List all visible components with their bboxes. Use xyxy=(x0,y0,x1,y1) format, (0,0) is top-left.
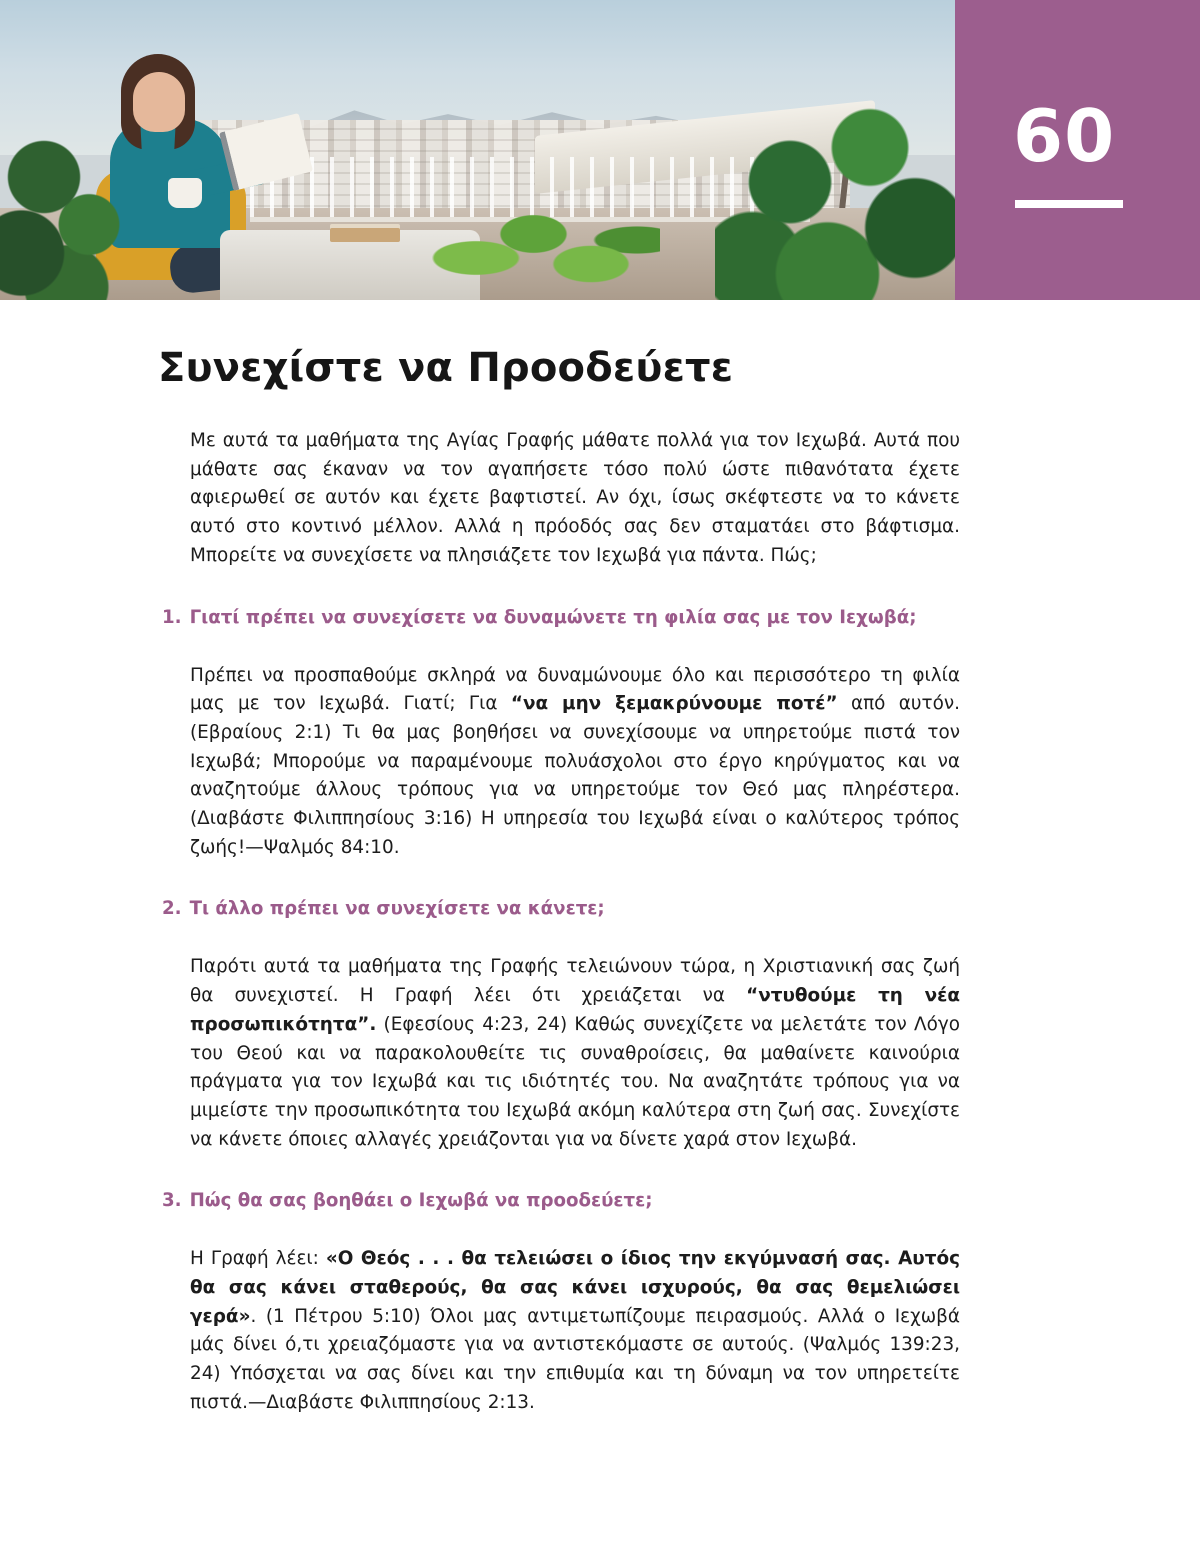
answer-paragraph-2 xyxy=(190,953,960,1154)
answer-run-bold: “ντυθούμε τη νέα προσωπικότητα”. xyxy=(190,985,960,1035)
coffee-mug-shape xyxy=(168,178,202,208)
foreground-leaves-shape xyxy=(430,186,660,300)
article-body xyxy=(0,300,1200,1418)
section-question-1 xyxy=(162,607,962,628)
section-number-3: 3. xyxy=(162,1190,182,1212)
section-number-1: 1. xyxy=(162,606,182,628)
intro-block xyxy=(190,427,960,571)
answer-paragraph-3 xyxy=(190,1245,960,1417)
section-answer-1 xyxy=(190,662,960,863)
page-number-block xyxy=(955,0,1200,300)
closed-book-shape xyxy=(330,228,400,242)
left-plant-shape xyxy=(0,120,134,300)
answer-run: . (1 Πέτρου 5:10) Όλοι μας αντιμετωπίζουμε πειρασμούς. Αλλά ο Ιεχωβά μάς δίνει ό,τι χρειαζόμαστε για να αντιστεκόμαστε σε αυτούς. (Ψαλμός 139:23, 24) Υπόσχεται να σας δίνει και την επιθυμία και τη δύναμη να τον υπηρετείτε πιστά.—Διαβάστε Φιλιππησίους 2:13. xyxy=(190,1305,960,1413)
answer-run: Πρέπει να προσπαθούμε σκληρά να δυναμώνουμε όλο και περισσότερο τη φιλία μας με τον Ιεχωβά. Γιατί; Για xyxy=(190,664,960,715)
person-head-shape xyxy=(133,72,185,132)
answer-run: Παρότι αυτά τα μαθήματα της Γραφής τελειώνουν τώρα, η Χριστιανική σας ζωή θα συνεχιστεί. Η Γραφή λέει ότι χρειάζεται να xyxy=(190,956,960,1007)
page-number-underline xyxy=(1015,200,1123,208)
section-list xyxy=(0,607,1200,1418)
right-plant-shape xyxy=(715,90,955,300)
hero-image xyxy=(0,0,955,300)
section-question-text-2: Τι άλλο πρέπει να συνεχίσετε να κάνετε; xyxy=(189,898,605,920)
section-question-3 xyxy=(162,1190,962,1211)
answer-run: (Εφεσίους 4:23, 24) Καθώς συνεχίζετε να μελετάτε τον Λόγο του Θεού και να παρακολουθείτε τις συναθροίσεις, θα μαθαίνετε καινούρια πράγματα για τον Ιεχωβά και τις ιδιότητές του. Να αναζητάτε τρόπους για να μιμείστε την προσωπικότητα του Ιεχωβά ακόμη καλύτερα στη ζωή σας. Συνεχίστε να κάνετε όποιες αλλαγές χρειάζονται για να δίνετε χαρά στον Ιεχωβά. xyxy=(190,1013,960,1150)
answer-paragraph-1 xyxy=(190,662,960,863)
section-question-2 xyxy=(162,898,962,919)
section-question-text-1: Γιατί πρέπει να συνεχίσετε να δυναμώνετε τη φιλία σας με τον Ιεχωβά; xyxy=(189,606,917,628)
section-answer-2 xyxy=(190,953,960,1154)
section-question-text-3: Πώς θα σας βοηθάει ο Ιεχωβά να προοδεύετε; xyxy=(189,1190,653,1212)
page-title: Συνεχίστε να Προοδεύετε xyxy=(158,345,734,391)
page-number: 60 xyxy=(1013,94,1116,178)
answer-run-bold: «Ο Θεός . . . θα τελειώσει ο ίδιος την εκγύμνασή σας. Αυτός θα σας κάνει σταθερούς, θα σας κάνει ισχυρούς, θα σας θεμελιώσει γερά» xyxy=(190,1248,960,1327)
section-answer-3 xyxy=(190,1245,960,1417)
answer-run-bold: “να μην ξεμακρύνουμε ποτέ” xyxy=(510,693,838,715)
intro-paragraph: Με αυτά τα μαθήματα της Αγίας Γραφής μάθατε πολλά για τον Ιεχωβά. Αυτά που μάθατε σας έκαναν να τον αγαπήσετε τόσο πολύ ώστε πιθανότατα έχετε αφιερωθεί σε αυτόν και έχετε βαφτιστεί. Αν όχι, ίσως σκέφτεστε να το κάνετε αυτό στο κοντινό μέλλον. Αλλά η πρόοδός σας δεν σταματάει στο βάφτισμα. Μπορείτε να συνεχίσετε να πλησιάζετε τον Ιεχωβά για πάντα. Πώς; xyxy=(190,430,960,566)
answer-run: Η Γραφή λέει: xyxy=(190,1248,326,1270)
section-number-2: 2. xyxy=(162,898,182,920)
page-header-band xyxy=(0,0,1200,300)
answer-run: από αυτόν. (Εβραίους 2:1) Τι θα μας βοηθήσει να συνεχίσουμε να υπηρετούμε πιστά τον Ιεχωβά; Μπορούμε να παραμένουμε πολυάσχολοι στο έργο κηρύγματος και να αναζητούμε άλλους τρόπους για να υπηρετούμε τον Θεό μας πληρέστερα. (Διαβάστε Φιλιππησίους 3:16) Η υπηρεσία του Ιεχωβά είναι ο καλύτερος τρόπος ζωής!—Ψαλμός 84:10. xyxy=(190,693,960,858)
